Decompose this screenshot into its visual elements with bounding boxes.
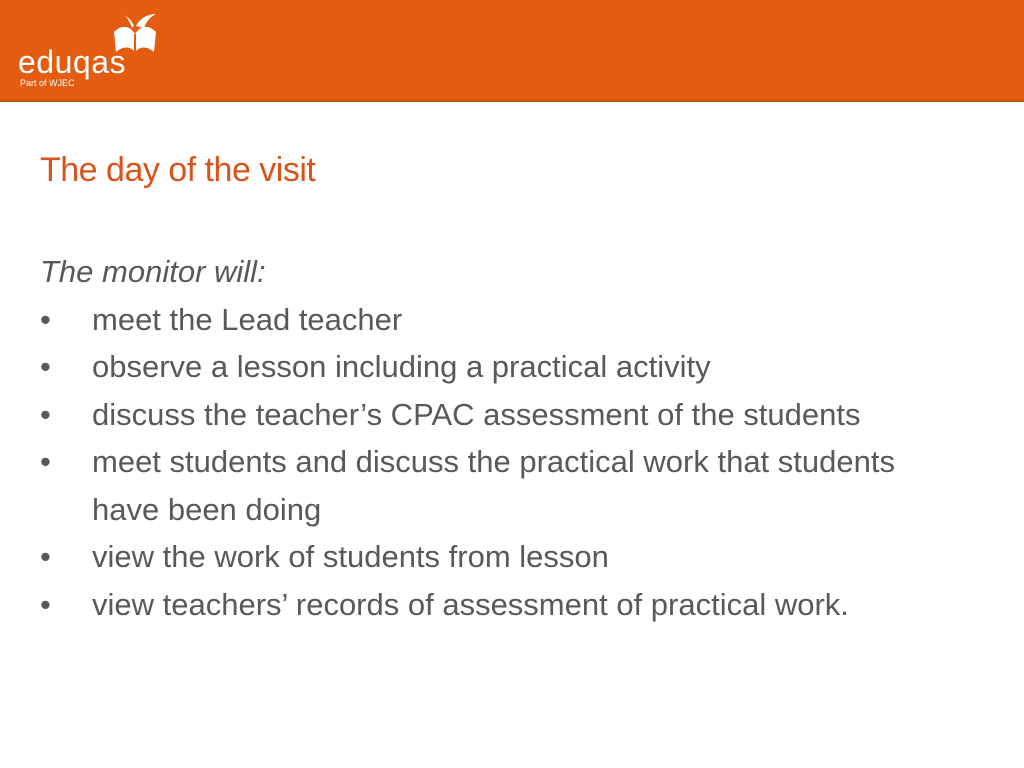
- bullet-item: [40, 296, 940, 344]
- bullet-text: discuss the teacher’s CPAC assessment of the students: [92, 396, 861, 432]
- logo-wordmark: eduqas: [18, 44, 126, 80]
- logo-tagline: Part of WJEC: [20, 78, 75, 88]
- bullet-icon: •: [40, 444, 51, 479]
- bullet-icon: •: [40, 301, 51, 337]
- bullet-item: [40, 343, 940, 391]
- bullet-text: observe a lesson including a practical activity: [92, 349, 711, 384]
- bullet-text: view teachers’ records of assessment of practical work.: [92, 586, 849, 622]
- header-bar: [0, 0, 1024, 102]
- bullet-item: [40, 438, 940, 533]
- bullet-icon: •: [40, 396, 51, 432]
- bullet-item: [40, 533, 940, 581]
- bullet-text: meet students and discuss the practical work that students have been doing: [92, 444, 895, 527]
- bullet-item: [40, 391, 940, 439]
- bullet-icon: •: [40, 539, 51, 574]
- slide-title: The day of the visit: [40, 151, 316, 189]
- bullet-list: [40, 296, 940, 629]
- slide-content: [40, 248, 940, 628]
- bullet-icon: •: [40, 586, 51, 622]
- bullet-icon: •: [40, 349, 51, 384]
- bullet-text: meet the Lead teacher: [92, 301, 403, 337]
- eduqas-logo: [16, 12, 166, 92]
- bullet-text: view the work of students from lesson: [92, 539, 609, 574]
- intro-text: The monitor will:: [40, 254, 266, 289]
- bullet-item: [40, 581, 940, 629]
